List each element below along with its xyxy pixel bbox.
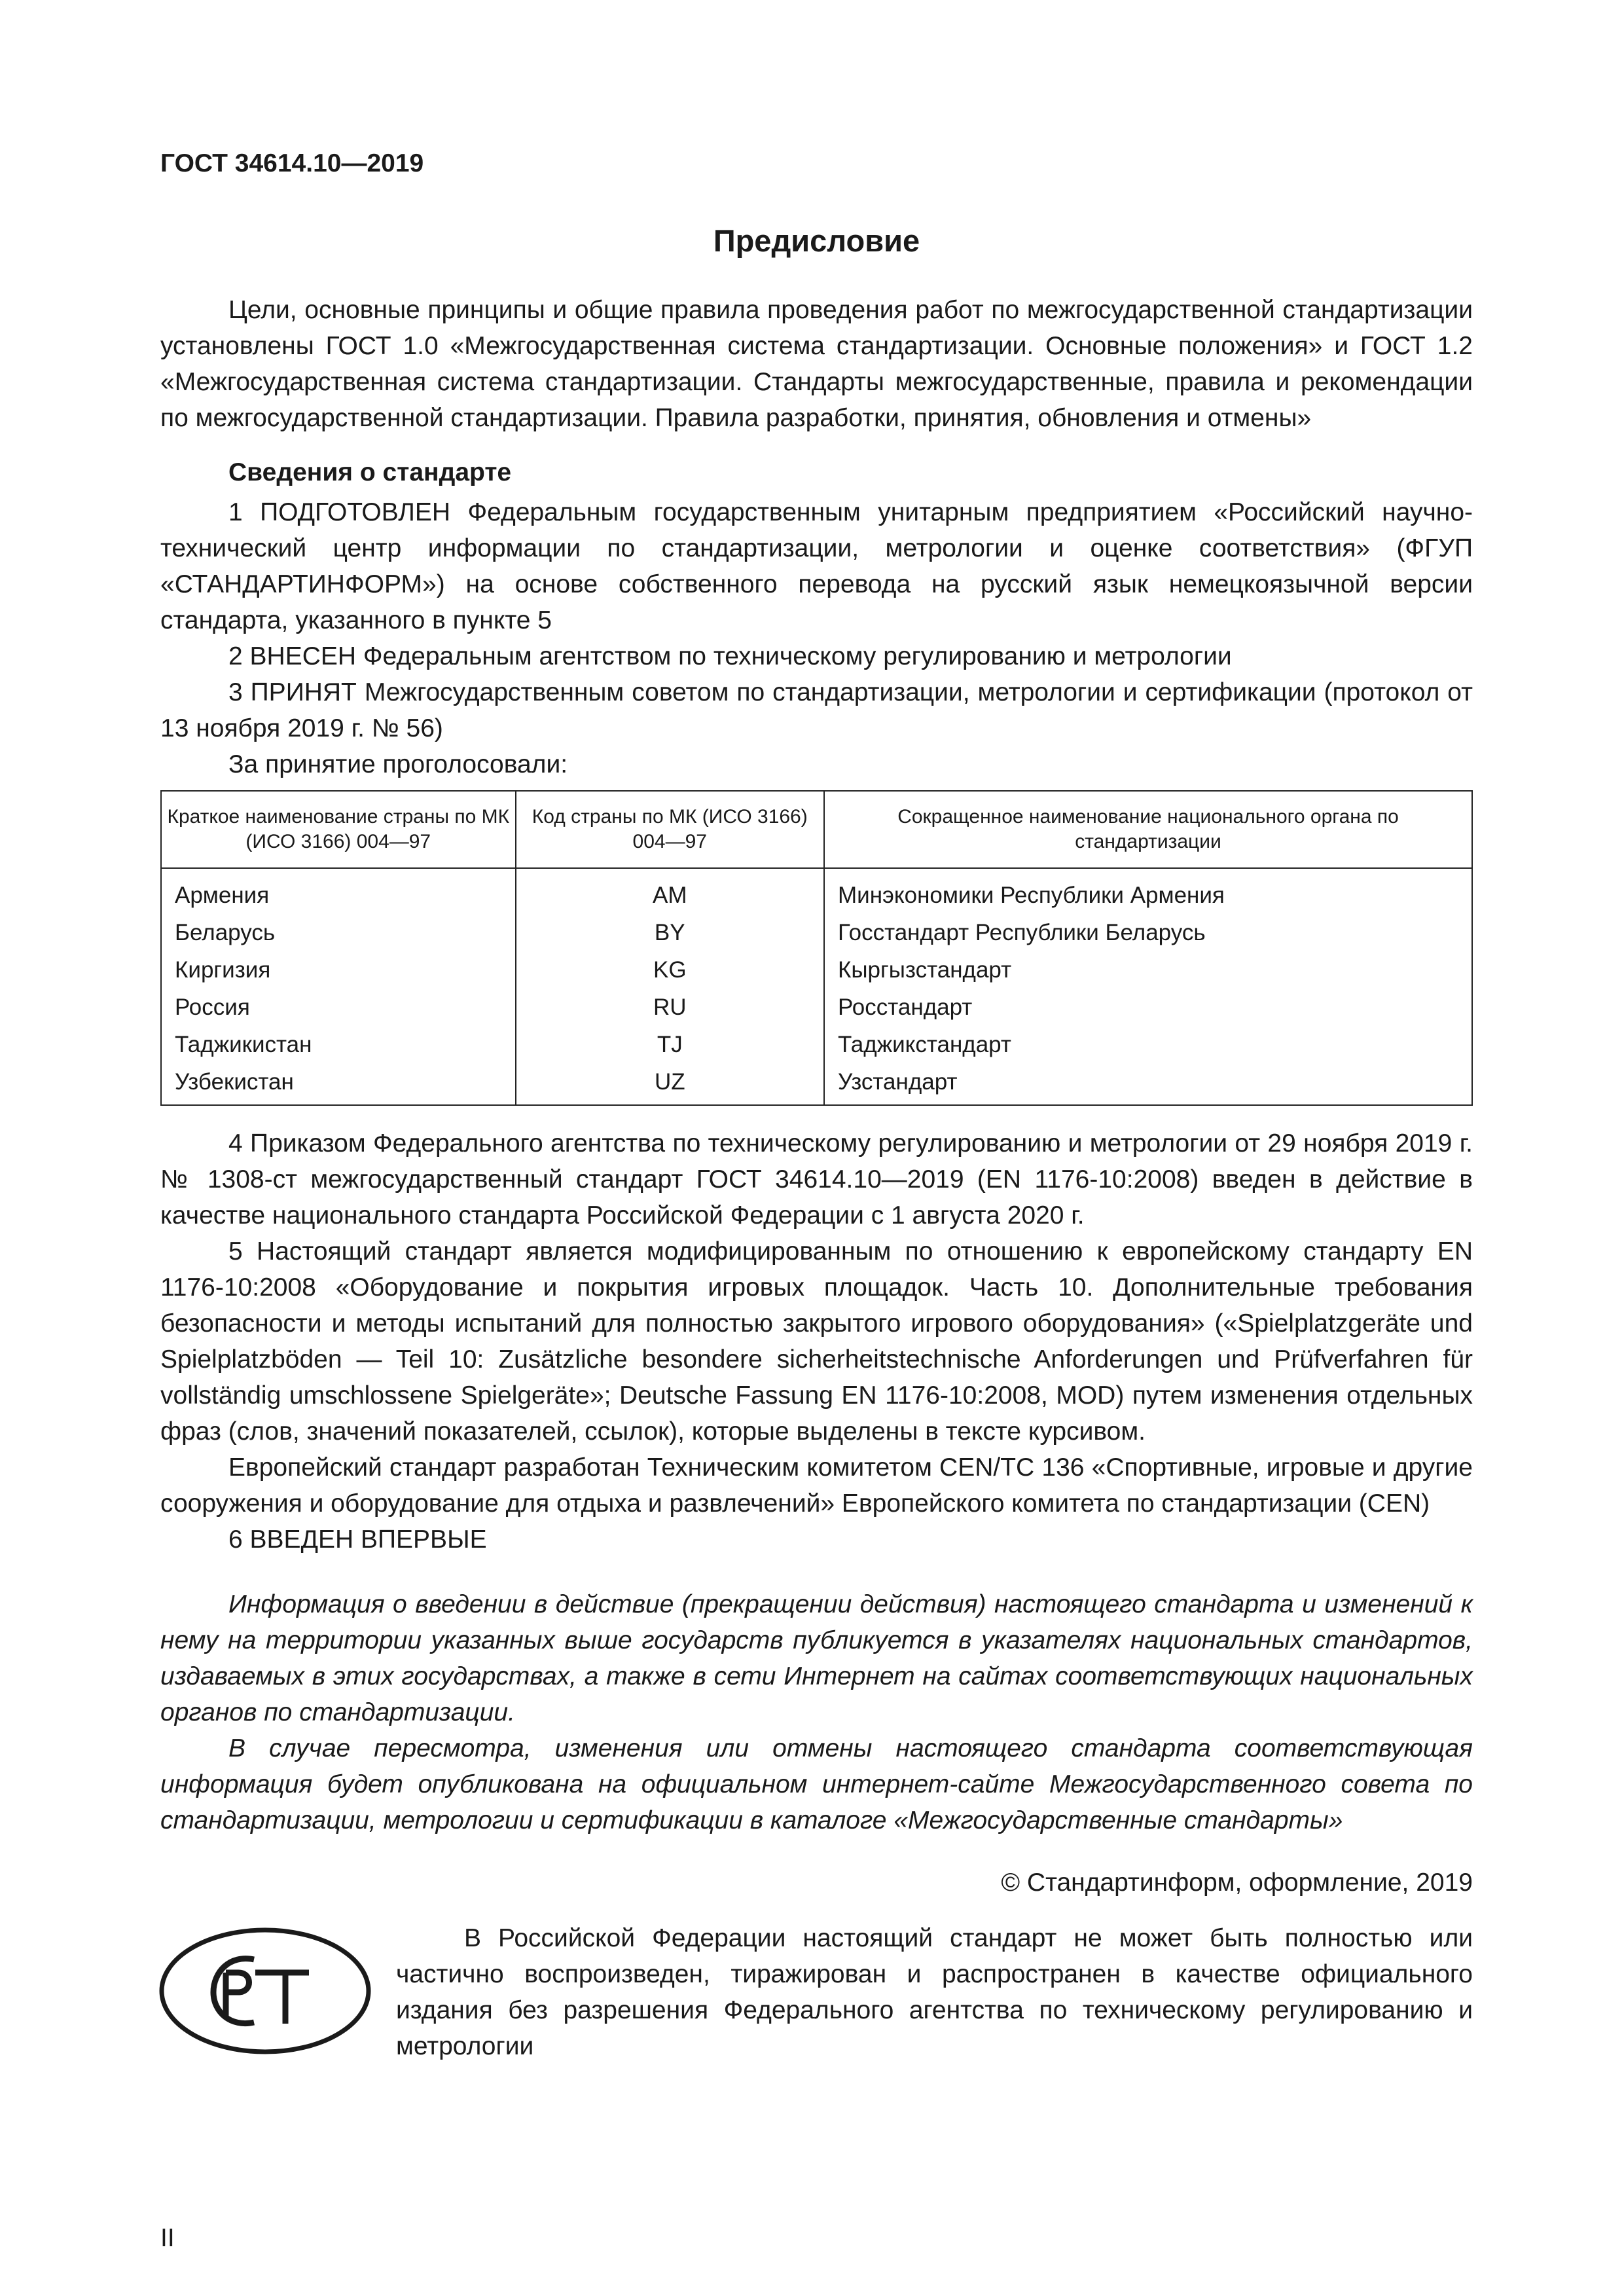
cell-country: Беларусь (161, 914, 516, 951)
page-number: II (160, 2224, 175, 2252)
cell-body: Узстандарт (824, 1063, 1472, 1105)
restriction-paragraph: В Российской Федерации настоящий стандарт не может быть полностью или частично воспроизведен, тиражирован и распространен в качестве официального издания без разрешения Федерального агентства по техническому регулированию и метрологии (396, 1924, 1473, 2060)
cell-code: RU (516, 989, 824, 1026)
rst-certification-logo (157, 1925, 373, 2056)
column-header-code: Код страны по МК (ИСО 3166) 004—97 (516, 791, 824, 868)
cell-country: Киргизия (161, 951, 516, 989)
item-5-paragraph: 5 Настоящий стандарт является модифицированным по отношению к европейскому стандарту EN 1176-10:2008 «Оборудование и покрытия игровых площадок. Часть 10. Дополнительные требования безопасности и методы испытаний для полностью закрытого игрового оборудования» («Spielplatzgeräte und Spielplatzböden — Teil 10: Zusätzliche besondere sicherheitstechnische Anforderungen und Prüfverfahren für vollständig umschlossene Spielgeräte»; Deutsche Fassung EN 1176-10:2008, MOD) путем изменения отдельных фраз (слов, значений показателей, ссылок), которые выделены в тексте курсивом. (160, 1237, 1473, 1446)
intro-paragraph: Цели, основные принципы и общие правила проведения работ по межгосударственной стандартизации установлены ГОСТ 1.0 «Межгосударственная система стандартизации. Основные положения» и ГОСТ 1.2 «Межгосударственная система стандартизации. Стандарты межгосударственные, правила и рекомендации по межгосударственной стандартизации. Правила разработки, принятия, обновления и отмены» (160, 296, 1473, 432)
cell-body: Росстандарт (824, 989, 1472, 1026)
table-row (161, 1063, 1472, 1105)
table-row (161, 951, 1472, 989)
cell-code: TJ (516, 1026, 824, 1063)
cell-country: Таджикистан (161, 1026, 516, 1063)
table-row (161, 1026, 1472, 1063)
item-2-paragraph: 2 ВНЕСЕН Федеральным агентством по техническому регулированию и метрологии (228, 642, 1232, 670)
restriction-block (160, 1920, 1473, 2097)
notice-paragraph-2: В случае пересмотра, изменения или отмены настоящего стандарта соответствующая информация будет опубликована на официальном интернет-сайте Межгосударственного совета по стандартизации, метрологии и сертификации в каталоге «Межгосударственные стандарты» (160, 1734, 1473, 1834)
table-row (161, 868, 1472, 914)
item-5-continuation: Европейский стандарт разработан Техническим комитетом CEN/TC 136 «Спортивные, игровые и другие сооружения и оборудование для отдыха и развлечений» Европейского комитета по стандартизации (CEN) (160, 1453, 1473, 1518)
table-row (161, 989, 1472, 1026)
cell-code: AM (516, 868, 824, 914)
copyright-line: © Стандартинформ, оформление, 2019 (1001, 1868, 1473, 1897)
cell-body: Кыргызстандарт (824, 951, 1472, 989)
section-heading: Сведения о стандарте (228, 458, 512, 486)
cell-body: Минэкономики Республики Армения (824, 868, 1472, 914)
document-body (160, 292, 1473, 2097)
column-header-country: Краткое наименование страны по МК (ИСО 3166) 004—97 (161, 791, 516, 868)
vote-intro: За принятие проголосовали: (228, 750, 568, 778)
item-4-paragraph: 4 Приказом Федерального агентства по техническому регулированию и метрологии от 29 ноября 2019 г. № 1308-ст межгосударственный стандарт ГОСТ 34614.10—2019 (EN 1176-10:2008) введен в действие в качестве национального стандарта Российской Федерации с 1 августа 2020 г. (160, 1129, 1473, 1230)
item-3-paragraph: 3 ПРИНЯТ Межгосударственным советом по стандартизации, метрологии и сертификации (протокол от 13 ноября 2019 г. № 56) (160, 678, 1473, 742)
document-id-header: ГОСТ 34614.10—2019 (160, 149, 424, 177)
cell-code: BY (516, 914, 824, 951)
voting-table (160, 790, 1473, 1106)
page-title: Предисловие (713, 223, 920, 258)
table-header-row (161, 791, 1472, 868)
table-row (161, 914, 1472, 951)
column-header-body: Сокращенное наименование национального органа по стандартизации (824, 791, 1472, 868)
cell-body: Госстандарт Республики Беларусь (824, 914, 1472, 951)
cell-country: Армения (161, 868, 516, 914)
item-1-paragraph: 1 ПОДГОТОВЛЕН Федеральным государственным унитарным предприятием «Российский научно-технический центр информации по стандартизации, метрологии и оценке соответствия» (ФГУП «СТАНДАРТИНФОРМ») на основе собственного перевода на русский язык немецкоязычной версии стандарта, указанного в пункте 5 (160, 498, 1473, 634)
item-6-paragraph: 6 ВВЕДЕН ВПЕРВЫЕ (228, 1525, 487, 1554)
cell-code: UZ (516, 1063, 824, 1105)
notice-paragraph-1: Информация о введении в действие (прекращении действия) настоящего стандарта и изменений к нему на территории указанных выше государств публикуется в указателях национальных стандартов, издаваемых в этих государствах, а также в сети Интернет на сайтах соответствующих национальных органов по стандартизации. (160, 1590, 1473, 1726)
cell-country: Узбекистан (161, 1063, 516, 1105)
cell-country: Россия (161, 989, 516, 1026)
cell-code: KG (516, 951, 824, 989)
cell-body: Таджикстандарт (824, 1026, 1472, 1063)
